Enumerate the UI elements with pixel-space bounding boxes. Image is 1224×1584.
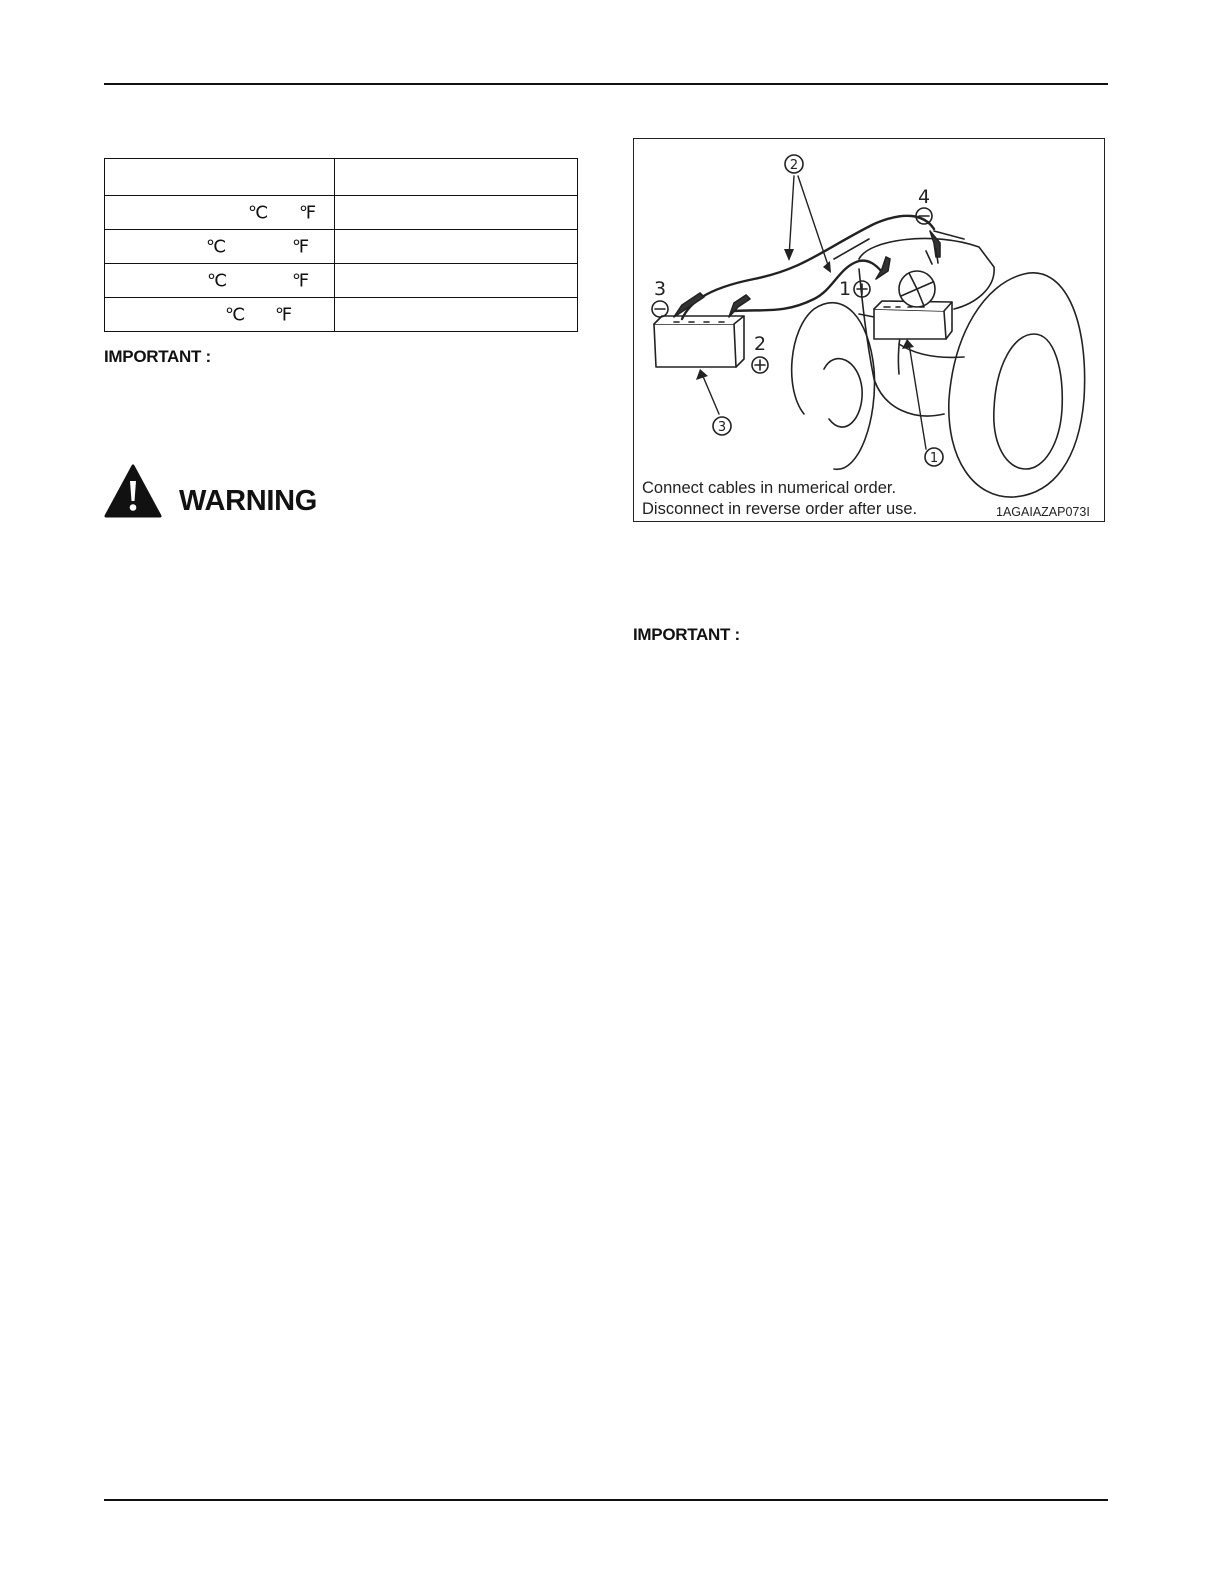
important-label-left: IMPORTANT :	[104, 347, 211, 366]
temperature-table	[104, 158, 578, 332]
label-four: 4	[917, 186, 931, 208]
fahrenheit-unit: ℉	[299, 202, 317, 222]
table-cell	[105, 298, 335, 332]
tractor-battery	[874, 309, 946, 339]
fahrenheit-unit: ℉	[292, 270, 310, 290]
celsius-unit: ℃	[207, 270, 228, 290]
label-three: 3	[653, 278, 667, 300]
table-cell	[335, 264, 578, 298]
rear-wheel	[949, 273, 1085, 497]
table-cell	[105, 196, 335, 230]
warning-triangle-icon	[104, 464, 162, 518]
callout-one: 1	[929, 451, 939, 466]
figure-caption-line2: Disconnect in reverse order after use.	[642, 500, 918, 518]
table-row	[105, 264, 578, 298]
table-cell	[335, 196, 578, 230]
celsius-unit: ℃	[206, 236, 227, 256]
table-cell	[335, 159, 578, 196]
table-cell	[335, 298, 578, 332]
booster-battery	[654, 324, 736, 367]
table-cell	[335, 230, 578, 264]
header-rule	[104, 83, 1108, 85]
celsius-unit: ℃	[225, 304, 246, 324]
callout-two: 2	[789, 158, 799, 173]
fahrenheit-unit: ℉	[292, 236, 310, 256]
tractor-battery-illustration	[634, 139, 1105, 522]
important-label-right: IMPORTANT :	[633, 625, 740, 644]
table-cell	[105, 159, 335, 196]
jump-start-figure	[633, 138, 1105, 522]
warning-label: WARNING	[179, 485, 318, 517]
label-two: 2	[753, 333, 767, 355]
figure-caption-line1: Connect cables in numerical order.	[642, 479, 897, 497]
table-header-row	[105, 159, 578, 196]
footer-rule	[104, 1499, 1108, 1501]
table-cell	[105, 230, 335, 264]
table-row	[105, 196, 578, 230]
table-row	[105, 230, 578, 264]
figure-code: 1AGAIAZAP073I	[996, 505, 1090, 519]
label-one: 1	[838, 278, 852, 300]
callout-three: 3	[717, 420, 727, 435]
positive-cable	[734, 261, 882, 311]
fahrenheit-unit: ℉	[275, 304, 293, 324]
celsius-unit: ℃	[248, 202, 269, 222]
warning-block	[104, 463, 317, 518]
table-cell	[105, 264, 335, 298]
table-row	[105, 298, 578, 332]
